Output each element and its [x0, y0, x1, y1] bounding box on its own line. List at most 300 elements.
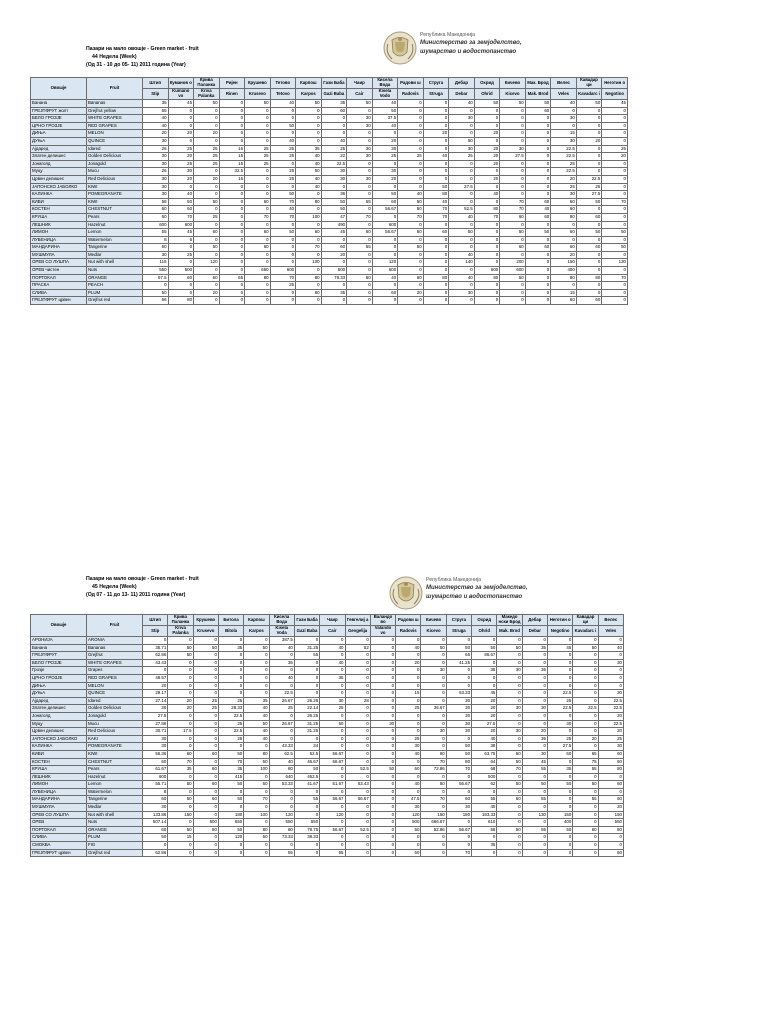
price-cell: 20 [423, 130, 449, 138]
price-cell: 0 [269, 788, 294, 796]
price-cell: 50 [168, 652, 193, 660]
price-cell: 0 [423, 122, 449, 130]
price-cell: 53.43 [345, 781, 370, 789]
price-cell: 60 [143, 213, 169, 221]
price-cell: 0 [525, 153, 551, 161]
price-cell: 0 [548, 796, 573, 804]
table-row [31, 811, 624, 819]
fruit-name-en: Lemon [87, 229, 143, 237]
price-cell: 0 [598, 667, 623, 675]
price-cell: 70 [270, 274, 296, 282]
price-cell: 70 [421, 758, 446, 766]
price-cell: 65 [446, 652, 471, 660]
price-cell: 50 [372, 107, 398, 115]
price-cell: 50 [347, 100, 373, 108]
fruit-name-mk: Златен делишес [31, 153, 87, 161]
price-cell: 30 [370, 720, 395, 728]
price-cell: 50 [421, 781, 446, 789]
price-cell: 0 [573, 804, 598, 812]
col-header-city-en: Kumano vo [168, 89, 194, 100]
table-row [31, 720, 624, 728]
price-cell: 0 [321, 130, 347, 138]
price-cell: 25 [270, 168, 296, 176]
fruit-name-en: MELON [87, 130, 143, 138]
fruit-name-en: Nut with shell [87, 259, 143, 267]
col-header-city-mk: Струга [423, 78, 449, 89]
price-cell: 0 [296, 107, 322, 115]
price-cell: 0 [219, 289, 245, 297]
price-cell: 60 [244, 834, 269, 842]
price-cell: 0 [345, 811, 370, 819]
price-cell: 0 [193, 773, 218, 781]
price-cell: 26.67 [269, 720, 294, 728]
price-cell: 0 [370, 834, 395, 842]
price-cell: 78.75 [294, 826, 319, 834]
col-header-city-mk: Гази Баба [321, 78, 347, 89]
price-cell: 22.14 [294, 705, 319, 713]
fruit-name-en: Red Delicious [87, 175, 143, 183]
price-cell: 65 [573, 750, 598, 758]
price-cell: 0 [168, 289, 194, 297]
price-cell: 16 [219, 175, 245, 183]
price-cell: 35 [168, 766, 193, 774]
price-cell: 0 [573, 788, 598, 796]
price-cell: 0 [296, 297, 322, 305]
price-cell: 0 [474, 244, 500, 252]
price-cell: 0 [218, 849, 243, 857]
price-cell: 100 [296, 259, 322, 267]
ministry-name-line2: шумарство и водостопанство [420, 48, 517, 55]
price-cell: 26.67 [269, 697, 294, 705]
price-cell: 0 [525, 183, 551, 191]
price-cell: 0 [598, 773, 623, 781]
price-cell: 20 [168, 697, 193, 705]
price-cell: 0 [370, 652, 395, 660]
price-table-week-44 [30, 77, 628, 305]
col-header-city-en: Mak. Brod [497, 626, 522, 637]
price-cell: 0 [598, 834, 623, 842]
fruit-name-en: Idared [87, 697, 143, 705]
price-cell: 0 [321, 122, 347, 130]
price-cell: 80 [423, 191, 449, 199]
price-cell: 80 [598, 826, 623, 834]
price-cell: 45 [548, 644, 573, 652]
price-cell: 0 [244, 804, 269, 812]
price-cell: 600 [474, 267, 500, 275]
price-cell: 70 [446, 849, 471, 857]
price-cell: 0 [525, 297, 551, 305]
price-cell: 30 [168, 168, 194, 176]
fruit-name-en: Medlar [87, 251, 143, 259]
price-cell: 0 [269, 667, 294, 675]
price-cell: 600 [168, 221, 194, 229]
price-cell: 0 [573, 674, 598, 682]
price-cell: 30.71 [143, 728, 168, 736]
price-cell: 0 [576, 267, 602, 275]
fruit-name-en: QUINCE [87, 137, 143, 145]
price-cell: 20 [598, 728, 623, 736]
price-cell: 41.67 [294, 781, 319, 789]
price-cell: 0 [168, 122, 194, 130]
table-row [31, 796, 624, 804]
price-cell: 0 [245, 297, 271, 305]
fruit-name-en: Pears [87, 213, 143, 221]
table-row [31, 297, 628, 305]
price-cell: 0 [423, 115, 449, 123]
fruit-name-en: ARONIA [87, 637, 143, 645]
price-cell: 0 [194, 236, 220, 244]
price-cell: 70 [421, 796, 446, 804]
price-cell: 0 [347, 137, 373, 145]
price-cell: 0 [522, 788, 547, 796]
price-cell: 0 [423, 100, 449, 108]
fruit-name-en: RED GRAPES [87, 674, 143, 682]
price-cell: 22.5 [269, 690, 294, 698]
price-cell: 0 [194, 191, 220, 199]
price-cell: 0 [218, 659, 243, 667]
fruit-name-mk: КРУША [31, 213, 87, 221]
price-cell: 0 [548, 788, 573, 796]
price-cell: 26 [143, 145, 169, 153]
price-cell: 60 [525, 107, 551, 115]
fruit-name-mk: Јонаголд [31, 160, 87, 168]
price-cell: 666.67 [421, 819, 446, 827]
price-cell: 50 [602, 229, 628, 237]
ministry-name-line1: Министерство за земјоделство, [426, 585, 528, 592]
price-cell: 0 [345, 659, 370, 667]
price-cell: 55 [347, 244, 373, 252]
price-cell: 0 [446, 682, 471, 690]
price-cell: 40 [269, 758, 294, 766]
col-header-city-mk: Велес [598, 615, 623, 626]
price-cell: 40 [296, 183, 322, 191]
col-header-city-en: Kavadarc i [573, 626, 598, 637]
price-cell: 60 [576, 213, 602, 221]
price-cell: 0 [218, 682, 243, 690]
price-cell: 0 [269, 796, 294, 804]
price-cell: 25 [270, 175, 296, 183]
price-cell: 0 [345, 750, 370, 758]
price-cell: 50 [296, 100, 322, 108]
price-cell: 30 [143, 137, 169, 145]
table-row [31, 842, 624, 850]
price-cell: 30 [551, 115, 577, 123]
price-cell: 70 [398, 213, 424, 221]
price-cell: 60 [398, 229, 424, 237]
price-cell: 0 [525, 191, 551, 199]
price-cell: 50 [449, 229, 475, 237]
price-cell: 0 [548, 842, 573, 850]
price-cell: 16 [219, 145, 245, 153]
price-cell: 0 [296, 282, 322, 290]
price-cell: 0 [449, 107, 475, 115]
price-cell: 28.33 [218, 705, 243, 713]
price-cell: 0 [602, 130, 628, 138]
price-cell: 0 [500, 289, 526, 297]
price-cell: 0 [320, 804, 345, 812]
price-cell: 65 [143, 107, 169, 115]
price-cell: 0 [168, 788, 193, 796]
price-cell: 0 [423, 297, 449, 305]
price-cell: 0 [345, 705, 370, 713]
price-cell: 27.86 [143, 720, 168, 728]
price-cell: 0 [472, 788, 497, 796]
table-row [31, 750, 624, 758]
fruit-name-en: Bananas [87, 644, 143, 652]
price-cell: 30 [143, 251, 169, 259]
price-cell: 0 [421, 849, 446, 857]
price-cell: 60 [244, 781, 269, 789]
price-cell: 20 [474, 160, 500, 168]
col-header-city-en: Stip [143, 89, 169, 100]
price-cell: 30 [143, 153, 169, 161]
price-cell: 0 [219, 115, 245, 123]
price-cell: 0 [294, 804, 319, 812]
price-cell: 27.5 [548, 743, 573, 751]
fruit-name-mk: КАЛИНКА [31, 191, 87, 199]
price-cell: 0 [245, 289, 271, 297]
price-cell: 0 [446, 735, 471, 743]
price-cell: 0 [573, 659, 598, 667]
price-cell: 30 [598, 659, 623, 667]
price-cell: 0 [602, 160, 628, 168]
price-cell: 0 [143, 842, 168, 850]
price-cell: 60 [269, 826, 294, 834]
fruit-name-mk: КРУША [31, 766, 87, 774]
table-row [31, 191, 628, 199]
col-header-city-mk: Струга [446, 615, 471, 626]
price-cell: 0 [576, 153, 602, 161]
price-cell: 0 [294, 637, 319, 645]
price-cell: 40 [396, 781, 421, 789]
price-cell: 0 [370, 849, 395, 857]
price-cell: 27.5 [472, 720, 497, 728]
price-cell: 70 [497, 766, 522, 774]
fruit-name-mk: ОРЕВ СО ЛУШПА [31, 811, 87, 819]
price-cell: 60 [143, 244, 169, 252]
price-cell: 0 [449, 168, 475, 176]
price-cell: 0 [497, 819, 522, 827]
price-cell: 30 [143, 735, 168, 743]
price-cell: 0 [548, 637, 573, 645]
price-cell: 0 [548, 728, 573, 736]
price-cell: 0 [370, 826, 395, 834]
price-cell: 0 [194, 137, 220, 145]
price-cell: 0 [219, 107, 245, 115]
fruit-name-en: Pears [87, 766, 143, 774]
price-cell: 150 [168, 811, 193, 819]
price-cell: 45 [168, 100, 194, 108]
price-cell: 17.5 [168, 728, 193, 736]
price-cell: 60 [598, 796, 623, 804]
price-cell: 0 [602, 213, 628, 221]
price-cell: 130 [522, 811, 547, 819]
price-cell: 0 [522, 690, 547, 698]
price-cell: 0 [500, 297, 526, 305]
price-cell: 60 [423, 229, 449, 237]
table-row [31, 244, 628, 252]
ministry-block [420, 31, 521, 56]
price-cell: 0 [143, 667, 168, 675]
fruit-name-mk: СЛИВА [31, 289, 87, 297]
price-cell: 22.5 [218, 712, 243, 720]
price-cell: 80 [244, 750, 269, 758]
price-cell: 0 [602, 115, 628, 123]
price-cell: 0 [522, 674, 547, 682]
price-cell: 0 [370, 781, 395, 789]
price-cell: 0 [474, 137, 500, 145]
price-cell: 30 [320, 697, 345, 705]
price-cell: 0 [472, 674, 497, 682]
table-row [31, 236, 628, 244]
price-cell: 0 [168, 659, 193, 667]
col-header-city-mk: Гази Баба [294, 615, 319, 626]
price-cell: 0 [370, 788, 395, 796]
price-cell: 60 [500, 213, 526, 221]
fruit-name-en: POMEGRANATE [87, 743, 143, 751]
price-cell: 50 [398, 198, 424, 206]
price-cell: 50 [270, 191, 296, 199]
price-cell: 50 [218, 781, 243, 789]
fruit-name-mk: ПОРТОКАЛ [31, 274, 87, 282]
price-cell: 0 [193, 712, 218, 720]
price-cell: 0 [270, 115, 296, 123]
price-cell: 0 [245, 175, 271, 183]
fruit-name-en: PEACH [87, 282, 143, 290]
report-title: Пазари на мало овошје - Green market - fruit [86, 46, 199, 52]
price-cell: 0 [370, 728, 395, 736]
price-cell: 0 [576, 168, 602, 176]
price-cell: 0 [449, 160, 475, 168]
col-header-city-mk: Тетово [270, 78, 296, 89]
col-header-city-en: Stip [143, 626, 168, 637]
col-header-city-mk: Карпош [296, 78, 322, 89]
price-cell: 0 [573, 728, 598, 736]
price-cell: 0 [497, 811, 522, 819]
price-cell: 50 [398, 244, 424, 252]
price-cell: 50 [500, 274, 526, 282]
price-cell: 60 [168, 750, 193, 758]
price-cell: 0 [194, 267, 220, 275]
price-cell: 0 [500, 168, 526, 176]
price-cell: 75 [573, 758, 598, 766]
price-cell: 55 [522, 766, 547, 774]
price-cell: 27.5 [449, 183, 475, 191]
ministry-name-line2: шумарство и водостопанство [426, 593, 523, 600]
price-cell: 550 [269, 819, 294, 827]
price-cell: 0 [320, 766, 345, 774]
price-cell: 30 [551, 137, 577, 145]
price-cell: 0 [602, 183, 628, 191]
price-cell: 0 [551, 282, 577, 290]
fruit-name-en: Grejfrut [87, 652, 143, 660]
price-cell: 0 [270, 244, 296, 252]
price-cell: 0 [219, 137, 245, 145]
price-cell: 50 [446, 644, 471, 652]
table-row [31, 145, 628, 153]
price-cell: 0 [551, 107, 577, 115]
col-header-fruit-mk: Овошје [31, 615, 87, 637]
price-cell: 0 [423, 168, 449, 176]
price-cell: 0 [218, 788, 243, 796]
price-cell: 0 [421, 735, 446, 743]
price-cell: 53.33 [269, 781, 294, 789]
price-cell: 55 [573, 796, 598, 804]
price-cell: 50 [321, 206, 347, 214]
price-cell: 20 [398, 289, 424, 297]
price-cell: 0 [602, 221, 628, 229]
price-cell: 0 [576, 115, 602, 123]
fruit-name-mk: ЛУБЕНИЦА [31, 788, 87, 796]
price-cell: 0 [320, 788, 345, 796]
price-cell: 0 [320, 690, 345, 698]
price-cell: 0 [370, 758, 395, 766]
price-cell: 0 [576, 160, 602, 168]
price-cell: 0 [245, 115, 271, 123]
price-cell: 0 [474, 236, 500, 244]
price-cell: 600 [143, 221, 169, 229]
price-cell: 0 [245, 206, 271, 214]
price-cell: 40 [449, 251, 475, 259]
price-cell: 70 [296, 244, 322, 252]
price-cell: 30 [446, 720, 471, 728]
price-cell: 52.5 [345, 766, 370, 774]
fruit-name-mk: ОРЕВ чистен [31, 267, 87, 275]
price-cell: 30 [421, 728, 446, 736]
fruit-name-en: Golden Delicious [87, 705, 143, 713]
table-header-row-mk [31, 78, 628, 89]
price-cell: 73.33 [269, 834, 294, 842]
price-cell: 0 [421, 842, 446, 850]
price-cell: 0 [219, 236, 245, 244]
price-cell: 0 [573, 652, 598, 660]
price-cell: 22.5 [576, 175, 602, 183]
price-cell: 0 [497, 834, 522, 842]
col-header-city-mk: Чаир [347, 78, 373, 89]
price-cell: 45 [472, 690, 497, 698]
price-cell: 0 [396, 720, 421, 728]
price-cell: 0 [270, 183, 296, 191]
price-cell: 0 [321, 282, 347, 290]
price-cell: 0 [320, 743, 345, 751]
price-cell: 35 [472, 667, 497, 675]
price-cell: 80 [551, 213, 577, 221]
col-header-fruit-mk: Овошје [31, 78, 87, 100]
price-cell: 53.33 [446, 690, 471, 698]
table-row [31, 644, 624, 652]
price-cell: 50 [245, 100, 271, 108]
price-cell: 0 [472, 834, 497, 842]
price-cell: 0 [269, 804, 294, 812]
price-cell: 0 [218, 637, 243, 645]
price-cell: 0 [294, 690, 319, 698]
price-cell: 0 [245, 259, 271, 267]
price-cell: 0 [446, 788, 471, 796]
price-cell: 30 [321, 168, 347, 176]
price-cell: 25 [372, 153, 398, 161]
price-cell: 0 [219, 244, 245, 252]
price-cell: 0 [219, 213, 245, 221]
price-cell: 40 [598, 644, 623, 652]
price-cell: 50 [168, 796, 193, 804]
fruit-name-en: FIG [87, 842, 143, 850]
price-cell: 500 [396, 819, 421, 827]
price-cell: 0 [497, 842, 522, 850]
price-cell: 0 [497, 637, 522, 645]
price-cell: 0 [321, 183, 347, 191]
price-cell: 40 [396, 644, 421, 652]
price-cell: 15 [168, 834, 193, 842]
